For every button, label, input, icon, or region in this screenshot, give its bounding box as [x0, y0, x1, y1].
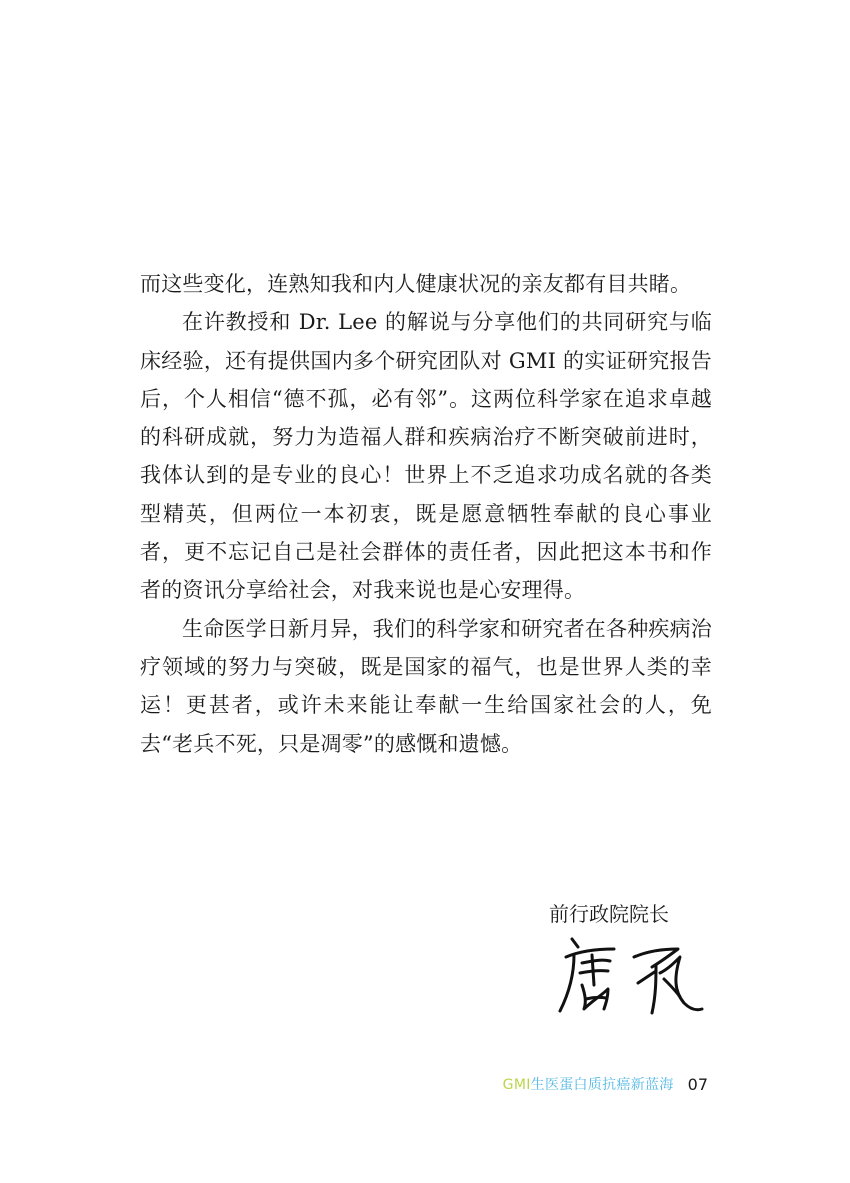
paragraph-2: 在许教授和 Dr. Lee 的解说与分享他们的共同研究与临床经验，还有提供国内多个研究团队对 GMI 的实证研究报告后，个人相信“德不孤，必有邻”。这两位科学家在追求卓越的科研成就，努力为造福人群和疾病治疗不断突破前进时，我体认到的是专业的良心！世界上不乏追求功成名就的各类型精英，但两位一本初衷，既是愿意牺牲奉献的良心事业者，更不忘记自己是社会群体的责任者，因此把这本书和作者的资讯分享给社会，对我来说也是心安理得。: [140, 310, 712, 603]
body-text: [140, 265, 712, 763]
book-title: [503, 1074, 674, 1094]
book-title-prefix: GMI: [502, 1077, 531, 1093]
page-number: 07: [687, 1074, 708, 1094]
book-title-rest: 生医蛋白质抗癌新蓝海: [530, 1077, 674, 1093]
page-footer: [503, 1071, 708, 1097]
signature-title: 前行政院院长: [549, 902, 669, 926]
paragraph-1: 而这些变化，连熟知我和内人健康状况的亲友都有目共睹。: [140, 272, 692, 296]
paragraph-3: 生命医学日新月异，我们的科学家和研究者在各种疾病治疗领域的努力与突破，既是国家的福气，也是世界人类的幸运！更甚者，或许未来能让奉献一生给国家社会的人，免去“老兵不死，只是凋零”的感慨和遗憾。: [140, 616, 712, 756]
handwritten-signature: [552, 925, 712, 1025]
